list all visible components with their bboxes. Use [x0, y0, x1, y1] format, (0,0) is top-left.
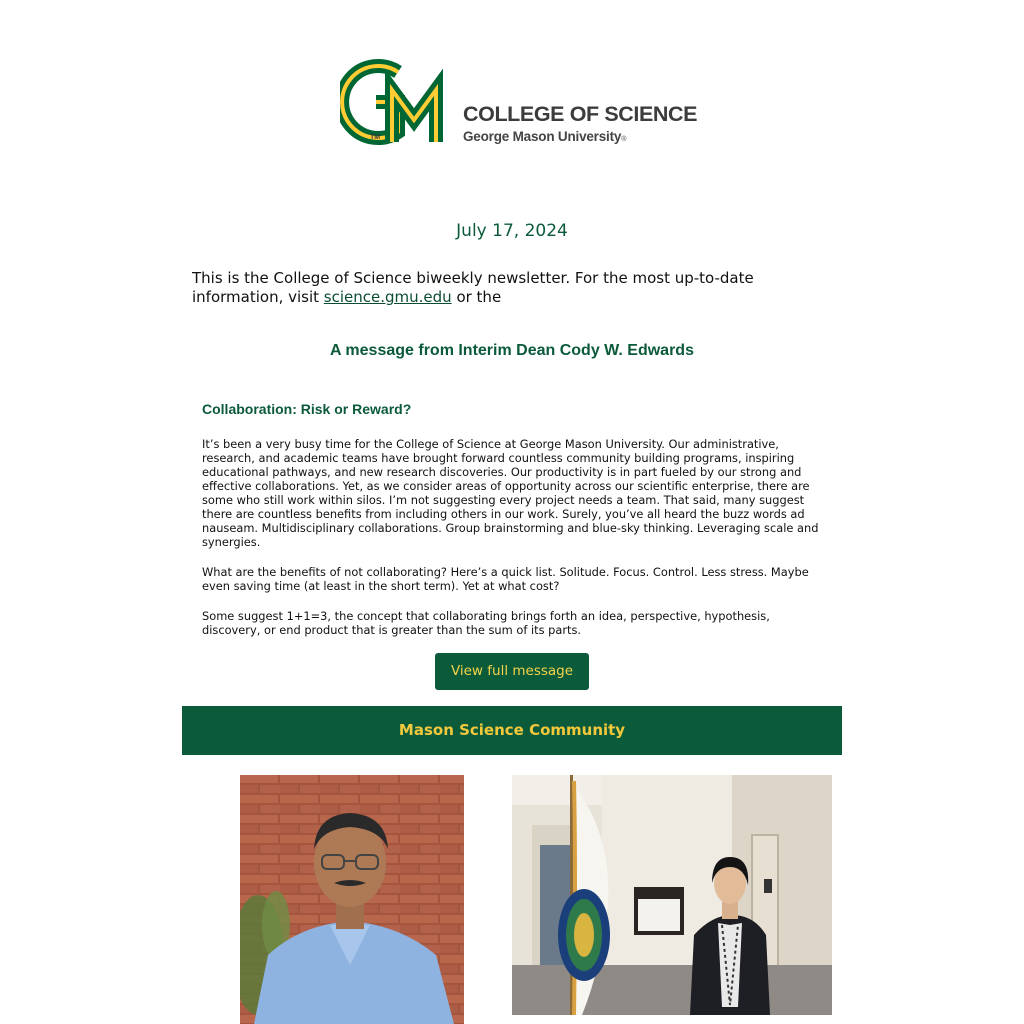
community-photo-man[interactable] [240, 775, 464, 1024]
article-paragraph: What are the benefits of not collaborating? Here’s a quick list. Solitude. Focus. Control. Less stress. Maybe even saving time (at least in the short term). Yet at what cost? [202, 565, 809, 593]
office-woman-image-icon [512, 775, 832, 1015]
intro-text: This is the College of Science biweekly newsletter. For the most up-to-date information, visit [192, 269, 754, 306]
logo-university-name [463, 130, 626, 144]
college-of-science-logo [340, 58, 698, 148]
newsletter-intro [192, 269, 842, 307]
community-section-header: Mason Science Community [182, 706, 842, 755]
community-photo-woman[interactable] [512, 775, 832, 1015]
logo-registered-mark: ® [621, 136, 627, 143]
view-full-message-button[interactable]: View full message [435, 653, 589, 690]
logo-university-text: George Mason University [463, 129, 622, 144]
newsletter-date: July 17, 2024 [456, 221, 568, 241]
article-body [202, 437, 826, 653]
gm-logo-mark-icon [340, 58, 452, 146]
dean-message-heading: A message from Interim Dean Cody W. Edwards [330, 342, 694, 359]
intro-suffix: or the [451, 288, 502, 306]
logo-college-name: COLLEGE OF SCIENCE [463, 102, 698, 126]
article-title: Collaboration: Risk or Reward? [202, 401, 412, 417]
science-site-link[interactable]: science.gmu.edu [323, 288, 452, 306]
portrait-man-image-icon [240, 775, 464, 1024]
article-paragraph: Some suggest 1+1=3, the concept that collaborating brings forth an idea, perspective, hypothesis, discovery, or end product that is greater than the sum of its parts. [202, 609, 770, 637]
article-paragraph: It’s been a very busy time for the College of Science at George Mason University. Our administrative, research, and academic teams have brought forward countless community building programs, inspiring educational pathways, and new research discoveries. Our productivity is in part fueled by our strong and effective collaborations. Yet, as we consider areas of opportunity across our scientific enterprise, there are some who still work within silos. I’m not suggesting every project needs a team. That said, many suggest there are countless benefits from including others in our work. Surely, you’ve all heard the buzz words ad nauseam. Multidisciplinary collaborations. Group brainstorming and blue-sky thinking. Leveraging scale and synergies. [202, 437, 819, 549]
logo-trademark: TM [370, 134, 381, 141]
